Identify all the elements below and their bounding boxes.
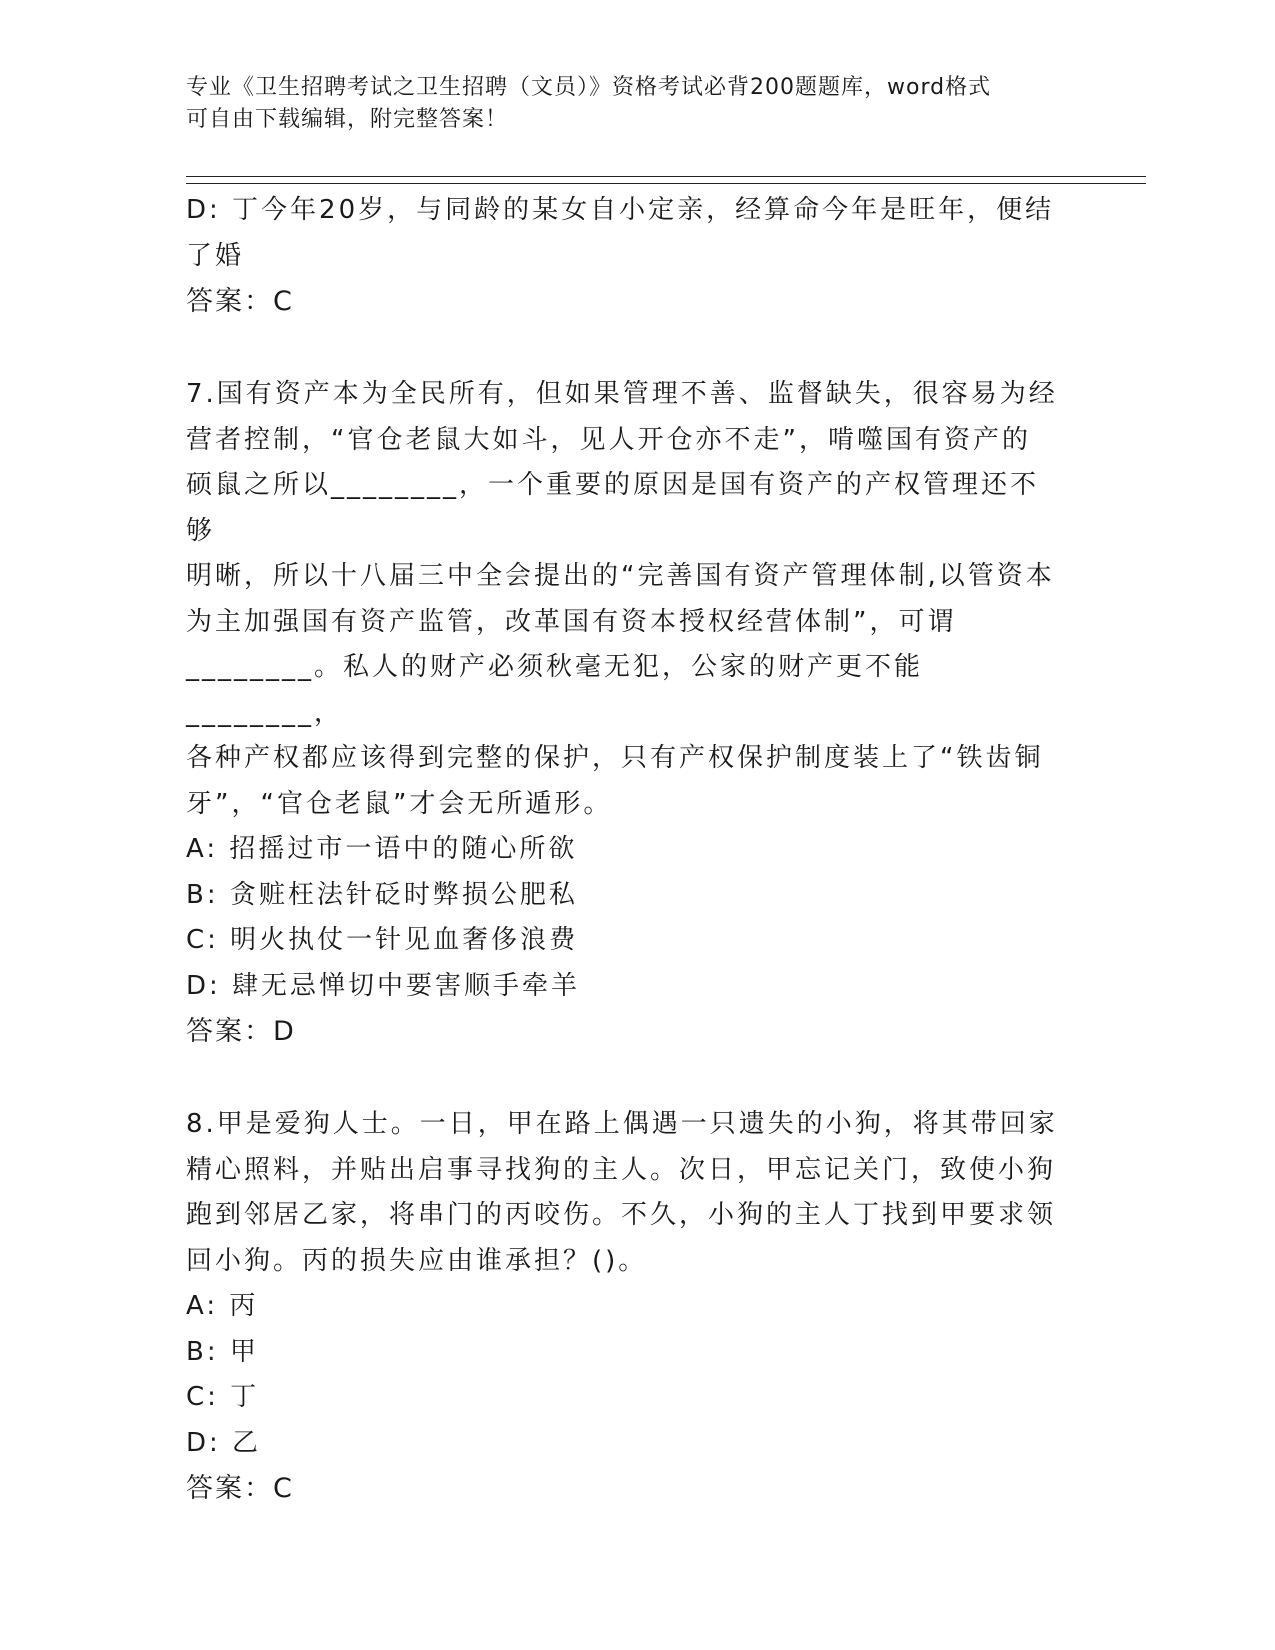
- option-d: D: 乙: [186, 1427, 262, 1458]
- question-stem-line: ________。私人的财产必须秋毫无犯，公家的财产更不能________，: [186, 652, 924, 728]
- option-a: A: 招摇过市一语中的随心所欲: [186, 834, 578, 864]
- question-stem-line: 精心照料，并贴出启事寻找狗的主人。次日，甲忘记关门，致使小狗: [186, 1154, 1057, 1185]
- answer-line: 答案：D: [186, 1016, 296, 1047]
- header-divider: [186, 176, 1146, 184]
- question-stem-line: 硕鼠之所以________，一个重要的原因是国有资产的产权管理还不够: [186, 470, 1040, 546]
- spacer: [186, 1055, 1066, 1102]
- question-stem-line: 跑到邻居乙家，将串门的丙咬伤。不久，小狗的主人丁找到甲要求领: [186, 1200, 1057, 1230]
- question-stem-line: 明晰，所以十八届三中全会提出的“完善国有资产管理体制,以管资本: [186, 561, 1055, 591]
- answer-line: 答案：C: [186, 286, 294, 317]
- question-stem-line: 为主加强国有资产监管，改革国有资本授权经营体制”，可谓: [186, 606, 957, 637]
- question-stem-line: 7.国有资产本为全民所有，但如果管理不善、监督缺失，很容易为经: [186, 379, 1058, 409]
- question-8: [186, 1102, 1066, 1512]
- option-c: C: 明火执仗一针见血奢侈浪费: [186, 925, 579, 955]
- option-d: D: 肆无忌惮切中要害顺手牵羊: [186, 970, 581, 1001]
- question-7: [186, 372, 1066, 1055]
- header-title-line-1: 专业《卫生招聘考试之卫生招聘（文员）》资格考试必背200题题库，word格式: [186, 75, 992, 100]
- option-b: B: 甲: [186, 1336, 259, 1367]
- previous-question-tail: [186, 188, 1066, 325]
- document-body: [186, 188, 1066, 1512]
- option-c: C: 丁: [186, 1382, 260, 1412]
- question-stem-line: 各种产权都应该得到完整的保护，只有产权保护制度装上了“铁齿铜: [186, 743, 1044, 773]
- question-stem-line: 营者控制，“官仓老鼠大如斗，见人开仓亦不走”，啃噬国有资产的: [186, 424, 1031, 455]
- option-d-continued: 了婚: [186, 240, 245, 271]
- question-stem-line: 8.甲是爱狗人士。一日，甲在路上偶遇一只遗失的小狗，将其带回家: [186, 1109, 1058, 1139]
- option-b: B: 贪赃枉法针砭时弊损公肥私: [186, 879, 578, 910]
- option-a: A: 丙: [186, 1291, 259, 1321]
- header-title-line-2: 可自由下载编辑，附完整答案！: [186, 107, 509, 132]
- question-stem-line: 牙”，“官仓老鼠”才会无所遁形。: [186, 788, 613, 819]
- answer-line: 答案：C: [186, 1473, 294, 1504]
- option-d: D: 丁今年20岁，与同龄的某女自小定亲，经算命今年是旺年，便结: [186, 195, 1055, 225]
- spacer: [186, 325, 1066, 372]
- question-stem-line: 回小狗。丙的损失应由谁承担？()。: [186, 1245, 648, 1276]
- page-header: [186, 72, 1086, 136]
